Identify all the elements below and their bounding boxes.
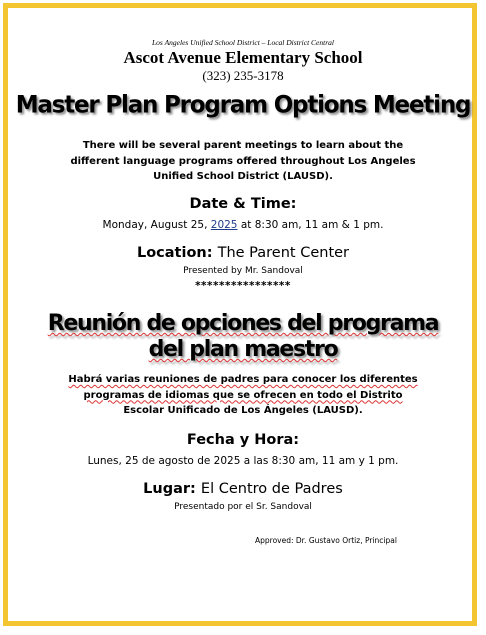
english-intro-line-1: There will be several parent meetings to learn about the [82, 140, 404, 151]
district-name: Los Angeles Unified School District – Local District Central [152, 38, 334, 47]
english-location-value: The Parent Center [217, 245, 350, 261]
spanish-intro-text-3: Escolar Unificado de Los Ángeles (LAUSD). [123, 405, 363, 416]
spanish-location-value: El Centro de Padres [200, 481, 343, 497]
spanish-title-line-1 [0, 311, 486, 337]
english-intro-line-2: different language programs offered throughout Los Angeles [70, 155, 416, 167]
english-date-post: at 8:30 am, 11 am & 1 pm. [237, 219, 384, 231]
english-title: Master Plan Program Options Meeting [15, 91, 471, 119]
spanish-intro-line-2 [0, 388, 486, 404]
english-date-text [0, 219, 486, 231]
approval-note: Approved: Dr. Gustavo Ortiz, Principal [255, 536, 397, 545]
spanish-presenter: Presentado por el Sr. Sandoval [174, 502, 312, 512]
spanish-intro-line-1 [0, 372, 486, 388]
spanish-location [0, 481, 486, 497]
english-date-pre: Monday, August 25, [102, 219, 211, 231]
spanish-title-line-2 [0, 337, 486, 363]
spanish-intro [0, 372, 486, 419]
english-intro [0, 138, 486, 185]
spanish-intro-text-1: Habrá varias reuniones de padres para conocer los diferentes [68, 374, 418, 385]
english-location-label: Location: [136, 245, 213, 261]
english-date-year: 2025 [210, 219, 238, 231]
separator: **************** [195, 280, 291, 292]
spanish-title-text-2: del plan maestro [148, 337, 338, 362]
english-intro-line-3: Unified School District (LAUSD). [153, 171, 333, 182]
school-phone: (323) 235-3178 [202, 68, 284, 83]
spanish-intro-text-2: programas de idiomas que se ofrecen en todo el Distrito [83, 389, 403, 401]
spanish-location-label: Lugar: [143, 481, 196, 497]
spanish-intro-line-3 [0, 403, 486, 419]
school-name: Ascot Avenue Elementary School [123, 48, 363, 67]
spanish-date-text: Lunes, 25 de agosto de 2025 a las 8:30 am, 11 am y 1 pm. [87, 455, 399, 467]
spanish-title-text-1: Reunión de opciones del programa [47, 311, 439, 336]
english-presenter: Presented by Mr. Sandoval [183, 266, 303, 276]
english-date-heading: Date & Time: [189, 196, 297, 212]
spanish-date-heading: Fecha y Hora: [186, 432, 300, 448]
english-location [0, 245, 486, 261]
